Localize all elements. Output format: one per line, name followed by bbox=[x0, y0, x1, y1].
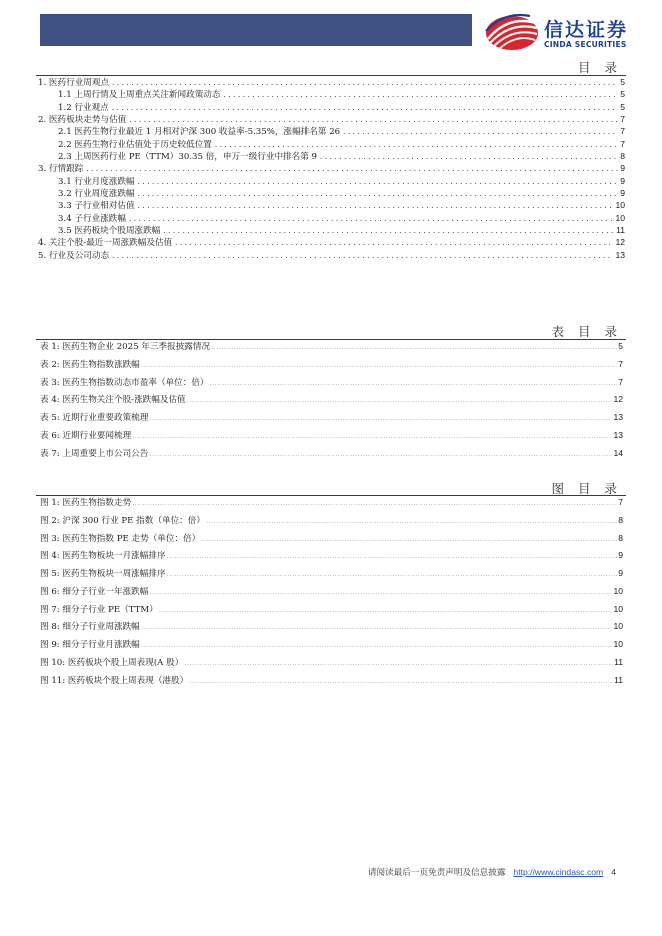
dot-leader bbox=[342, 126, 618, 138]
toc-entry-page: 10 bbox=[615, 200, 625, 211]
toc-entry-label: 3.4 子行业涨跌幅 bbox=[58, 213, 126, 224]
toc-entry-page: 7 bbox=[620, 126, 625, 137]
toc-entry[interactable] bbox=[38, 125, 625, 137]
table-list-title: 表 目 录 bbox=[551, 324, 622, 339]
table-entry-label: 表 2: 医药生物指数涨跌幅 bbox=[40, 359, 140, 370]
toc-entry[interactable] bbox=[38, 224, 625, 236]
dot-leader bbox=[141, 643, 613, 648]
figure-entry[interactable] bbox=[40, 638, 623, 656]
dot-leader bbox=[201, 537, 617, 542]
toc-entry-label: 3.5 医药板块个股周涨跌幅 bbox=[58, 226, 161, 237]
toc-entry-label: 2.2 医药生物行业估值处于历史较低位置 bbox=[58, 139, 212, 150]
table-entry-label: 表 1: 医药生物企业 2025 年三季报披露情况 bbox=[40, 342, 211, 352]
figure-entry-label: 图 1: 医药生物指数走势 bbox=[40, 498, 132, 508]
figure-entry-label: 图 5: 医药生物板块一周涨幅排序 bbox=[40, 569, 166, 579]
cinda-logo-icon bbox=[484, 13, 540, 53]
dot-leader bbox=[223, 89, 619, 101]
dot-leader bbox=[111, 250, 613, 262]
table-entry[interactable] bbox=[40, 411, 623, 429]
figure-entry-page: 10 bbox=[613, 603, 623, 614]
dot-leader bbox=[210, 381, 618, 386]
dot-leader bbox=[167, 572, 618, 577]
toc-entry-label: 1.2 行业观点 bbox=[58, 102, 109, 113]
table-entry[interactable] bbox=[40, 429, 623, 447]
table-entry-page: 14 bbox=[613, 447, 623, 458]
page-number: 4 bbox=[611, 867, 616, 877]
toc-entry-label: 3.1 行业月度涨跌幅 bbox=[58, 176, 135, 187]
figure-entry-page: 11 bbox=[614, 656, 623, 667]
toc-title: 目 录 bbox=[578, 60, 622, 75]
toc-entry[interactable] bbox=[38, 199, 625, 211]
figure-list bbox=[40, 496, 623, 691]
table-list bbox=[40, 340, 623, 464]
figure-entry[interactable] bbox=[40, 585, 623, 603]
dot-leader bbox=[189, 679, 613, 684]
toc-entry[interactable] bbox=[38, 88, 625, 100]
dot-leader bbox=[206, 519, 617, 524]
toc-entry-page: 10 bbox=[615, 212, 625, 223]
figure-list-title: 图 目 录 bbox=[551, 481, 622, 496]
table-entry[interactable] bbox=[40, 358, 623, 376]
dot-leader bbox=[149, 452, 612, 457]
toc-entry-page: 9 bbox=[620, 188, 625, 199]
figure-entry[interactable] bbox=[40, 656, 623, 674]
figure-entry-page: 8 bbox=[618, 532, 623, 543]
figure-entry-page: 11 bbox=[614, 674, 623, 685]
dot-leader bbox=[111, 102, 618, 114]
toc-entry[interactable] bbox=[38, 249, 625, 261]
dot-leader bbox=[162, 225, 614, 237]
table-entry[interactable] bbox=[40, 393, 623, 411]
dot-leader bbox=[141, 363, 617, 368]
figure-entry[interactable] bbox=[40, 620, 623, 638]
toc-entry-label: 4. 关注个股-最近一周涨跌幅及估值 bbox=[38, 238, 173, 249]
figure-entry-page: 9 bbox=[618, 550, 623, 561]
toc-entry[interactable] bbox=[38, 150, 625, 162]
dot-leader bbox=[137, 200, 614, 212]
dot-leader bbox=[149, 590, 612, 595]
toc-entry-page: 9 bbox=[620, 163, 625, 174]
table-entry-page: 12 bbox=[613, 394, 623, 405]
table-entry[interactable] bbox=[40, 447, 623, 465]
toc-entry-page: 7 bbox=[620, 138, 625, 149]
figure-entry[interactable] bbox=[40, 514, 623, 532]
toc-entry[interactable] bbox=[38, 175, 625, 187]
figure-entry-label: 图 7: 细分子行业 PE（TTM） bbox=[40, 604, 158, 615]
dot-leader bbox=[211, 345, 617, 350]
toc-entry-page: 5 bbox=[620, 77, 625, 87]
toc-entry-label: 2. 医药板块走势与估值 bbox=[38, 115, 127, 126]
toc-entry-label: 1. 医药行业周观点 bbox=[38, 78, 110, 88]
figure-entry[interactable] bbox=[40, 674, 623, 692]
dot-leader bbox=[137, 188, 619, 200]
table-entry-label: 表 5: 近期行业重要政策梳理 bbox=[40, 413, 149, 423]
dot-leader bbox=[159, 608, 613, 613]
logo-english-text: CINDA SECURITIES bbox=[544, 40, 627, 49]
toc-entry-page: 5 bbox=[620, 89, 625, 100]
table-entry-page: 7 bbox=[618, 358, 623, 369]
page-footer bbox=[368, 866, 616, 878]
toc-entry-page: 12 bbox=[615, 237, 625, 248]
footer-disclaimer: 请阅读最后一页免责声明及信息披露 bbox=[367, 868, 506, 878]
dot-leader bbox=[128, 213, 613, 225]
toc-entry-page: 9 bbox=[620, 175, 625, 186]
dot-leader bbox=[128, 114, 618, 126]
figure-entry-page: 10 bbox=[613, 585, 623, 596]
dot-leader bbox=[132, 501, 617, 506]
figure-entry-label: 图 6: 细分子行业一年涨跌幅 bbox=[40, 586, 149, 597]
figure-entry[interactable] bbox=[40, 532, 623, 550]
toc-entry[interactable] bbox=[38, 212, 625, 224]
dot-leader bbox=[85, 163, 618, 175]
figure-entry-page: 7 bbox=[618, 497, 623, 507]
table-entry-page: 5 bbox=[618, 341, 623, 351]
figure-entry[interactable] bbox=[40, 603, 623, 621]
figure-entry[interactable] bbox=[40, 549, 623, 567]
dot-leader bbox=[167, 554, 618, 559]
toc-entry[interactable] bbox=[38, 138, 625, 150]
figure-entry-label: 图 4: 医药生物板块一月涨幅排序 bbox=[40, 551, 166, 562]
figure-entry-page: 10 bbox=[613, 639, 623, 649]
toc-entry-page: 8 bbox=[620, 151, 625, 162]
figure-entry-page: 8 bbox=[618, 514, 623, 525]
figure-entry-page: 9 bbox=[618, 568, 623, 578]
toc-entry[interactable] bbox=[38, 187, 625, 199]
table-entry-page: 13 bbox=[613, 429, 623, 440]
figure-entry-label: 图 11: 医药板块个股上周表现（港股） bbox=[40, 675, 189, 686]
figure-entry[interactable] bbox=[40, 567, 623, 585]
dot-leader bbox=[141, 625, 613, 630]
toc-entry-page: 7 bbox=[620, 114, 625, 125]
figure-entry-label: 图 10: 医药板块个股上周表现(A 股） bbox=[40, 657, 184, 668]
toc-entry-label: 1.1 上周行情及上周重点关注新闻政策动态 bbox=[58, 90, 221, 101]
logo-chinese-text: 信达证券 bbox=[544, 19, 629, 41]
table-entry-page: 13 bbox=[613, 412, 623, 422]
header-bar bbox=[40, 14, 472, 46]
dot-leader bbox=[214, 139, 618, 151]
table-entry-label: 表 7: 上周重要上市公司公告 bbox=[40, 448, 149, 459]
table-entry-label: 表 4: 医药生物关注个股-涨跌幅及估值 bbox=[40, 395, 186, 406]
toc-entry-label: 5. 行业及公司动态 bbox=[38, 250, 110, 261]
toc-entry-label: 3.2 行业周度涨跌幅 bbox=[58, 189, 135, 200]
table-entry-page: 7 bbox=[618, 376, 623, 387]
figure-entry-label: 图 8: 细分子行业周涨跌幅 bbox=[40, 622, 140, 633]
toc-list bbox=[38, 76, 625, 261]
dot-leader bbox=[174, 237, 613, 249]
company-logo bbox=[484, 13, 644, 53]
dot-leader bbox=[137, 176, 619, 188]
table-entry[interactable] bbox=[40, 376, 623, 394]
table-entry[interactable] bbox=[40, 340, 623, 358]
figure-entry-label: 图 3: 医药生物指数 PE 走势（单位：倍） bbox=[40, 533, 201, 544]
figure-entry-label: 图 9: 细分子行业月涨跌幅 bbox=[40, 640, 140, 650]
dot-leader bbox=[187, 398, 613, 403]
toc-entry-page: 13 bbox=[615, 249, 625, 260]
dot-leader bbox=[184, 661, 613, 666]
figure-entry[interactable] bbox=[40, 496, 623, 514]
toc-entry-page: 5 bbox=[620, 101, 625, 112]
toc-entry[interactable] bbox=[38, 76, 625, 88]
toc-entry[interactable] bbox=[38, 113, 625, 125]
figure-entry-label: 图 2: 沪深 300 行业 PE 指数（单位：倍） bbox=[40, 515, 205, 526]
website-link[interactable]: http://www.cindasc.com bbox=[513, 867, 604, 877]
toc-entry-page: 11 bbox=[616, 225, 625, 236]
toc-entry-label: 3. 行情跟踪 bbox=[38, 164, 84, 175]
toc-entry-label: 2.1 医药生物行业最近 1 月相对沪深 300 收益率-5.35%，涨幅排名第 26 bbox=[58, 127, 341, 138]
toc-entry-label: 2.3 上周医药行业 PE（TTM）30.35 倍，申万一级行业中排名第 9 bbox=[58, 152, 318, 163]
table-entry-label: 表 3: 医药生物指数动态市盈率（单位：倍） bbox=[40, 377, 209, 388]
toc-entry[interactable] bbox=[38, 101, 625, 113]
dot-leader bbox=[149, 416, 612, 421]
dot-leader bbox=[319, 151, 618, 163]
dot-leader bbox=[132, 434, 612, 439]
toc-entry[interactable] bbox=[38, 236, 625, 248]
toc-entry[interactable] bbox=[38, 162, 625, 174]
figure-entry-page: 10 bbox=[613, 621, 623, 632]
toc-entry-label: 3.3 子行业相对估值 bbox=[58, 201, 135, 212]
table-entry-label: 表 6: 近期行业要闻梳理 bbox=[40, 430, 132, 441]
dot-leader bbox=[111, 77, 618, 89]
